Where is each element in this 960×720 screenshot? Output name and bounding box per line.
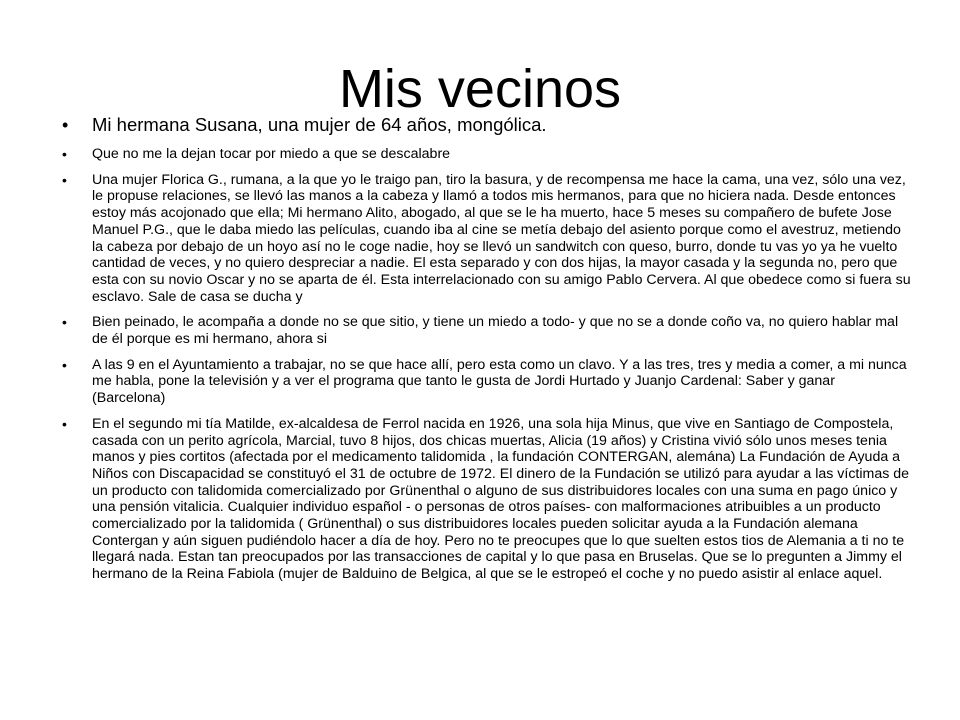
bullet-icon: •	[62, 356, 67, 373]
bullet-icon: •	[62, 171, 67, 188]
bullet-list	[62, 114, 912, 592]
bullet-item-1	[62, 114, 912, 136]
bullet-item-5	[62, 357, 912, 407]
bullet-text: Mi hermana Susana, una mujer de 64 años, mongólica.	[92, 114, 547, 135]
bullet-text: A las 9 en el Ayuntamiento a trabajar, no se que hace allí, pero esta como un clavo. Y a las tres, tres y media a comer, a mi nunca me habla, pone la televisión y a ver el programa que tanto le gusta de Jordi Hurtado y Juanjo Cardenal: Saber y ganar (Barcelona)	[92, 356, 907, 407]
bullet-icon: •	[62, 314, 67, 331]
bullet-text: Que no me la dejan tocar por miedo a que se descalabre	[92, 146, 451, 162]
bullet-icon: •	[62, 415, 67, 432]
bullet-item-3	[62, 172, 912, 306]
bullet-icon: •	[62, 115, 69, 135]
bullet-item-4	[62, 314, 912, 347]
bullet-item-6	[62, 416, 912, 583]
bullet-text: Una mujer Florica G., rumana, a la que yo le traigo pan, tiro la basura, y de recompensa me hace la cama, una vez, sólo una vez, le propuse relaciones, se llevó las manos a la cabeza y llamó a todos mis hermanos, para que no hiciera nada. Desde entonces estoy más acojonado que ella; Mi hermano Alito, abogado, al que se le ha muerto, hace 5 meses su compañero de bufete Jose Manuel P.G., que le daba miedo las películas, cuando iba al cine se metía debajo del asiento porque como el avestruz, metiendo la cabeza por debajo de un hoyo así no le coge nadie, hoy se llevó un sandwitch con queso, burro, donde tu vas yo ya he vuelto cantidad de veces, y no quiero despreciar a nadie. El esta separado y con dos hijas, la mayor casada y la segunda no, pero que esta con su novio Oscar y no se aparta de él. Esta interrelacionado con su amigo Pablo Cervera. Al que obedece como si fuera su esclavo. Sale de casa se ducha y	[92, 171, 911, 305]
bullet-text: En el segundo mi tía Matilde, ex-alcaldesa de Ferrol nacida en 1926, una sola hija Minus, que vive en Santiago de Compostela, casada con un perito agrícola, Marcial, tuvo 8 hijos, dos chicas muertas, Alicia (19 años) y Cristina vivió sólo unos meses tenia manos y pies cortitos (afectada por el medicamento talidomida , la fundación CONTERGAN, alemána) La Fundación de Ayuda a Niños con Discapacidad se constituyó el 31 de octubre de 1972. El dinero de la Fundación se utilizó para ayudar a las víctimas de un producto con talidomida comercializado por Grünenthal o alguno de sus distribuidores locales con una suma en pago único y una pensión vitalicia. Cualquier individuo español - o personas de otros países- con malformaciones atribuibles a un producto comercializado por la talidomida ( Grünenthal) o sus distribuidores locales pueden solicitar ayuda a la Fundación alemana Contergan y aún siguen pudiéndolo hacer a día de hoy. Pero no te preocupes que lo que suelten estos tios de Alemania a ti no te llegará nada. Estan tan preocupados por las transacciones de capital y lo que pasa en Bruselas. Que se lo pregunten a Jimmy el hermano de la Reina Fabiola (mujer de Balduino de Belgica, al que se le estropeó el coche y no puedo asistir al enlace aquel.	[92, 415, 910, 583]
bullet-icon: •	[62, 146, 67, 162]
slide-title: Mis vecinos	[338, 59, 622, 119]
bullet-item-2	[62, 146, 912, 163]
bullet-text: Bien peinado, le acompaña a donde no se que sitio, y tiene un miedo a todo- y que no se a donde coño va, no quiero hablar mal de él porque es mi hermano, ahora si	[92, 314, 899, 348]
